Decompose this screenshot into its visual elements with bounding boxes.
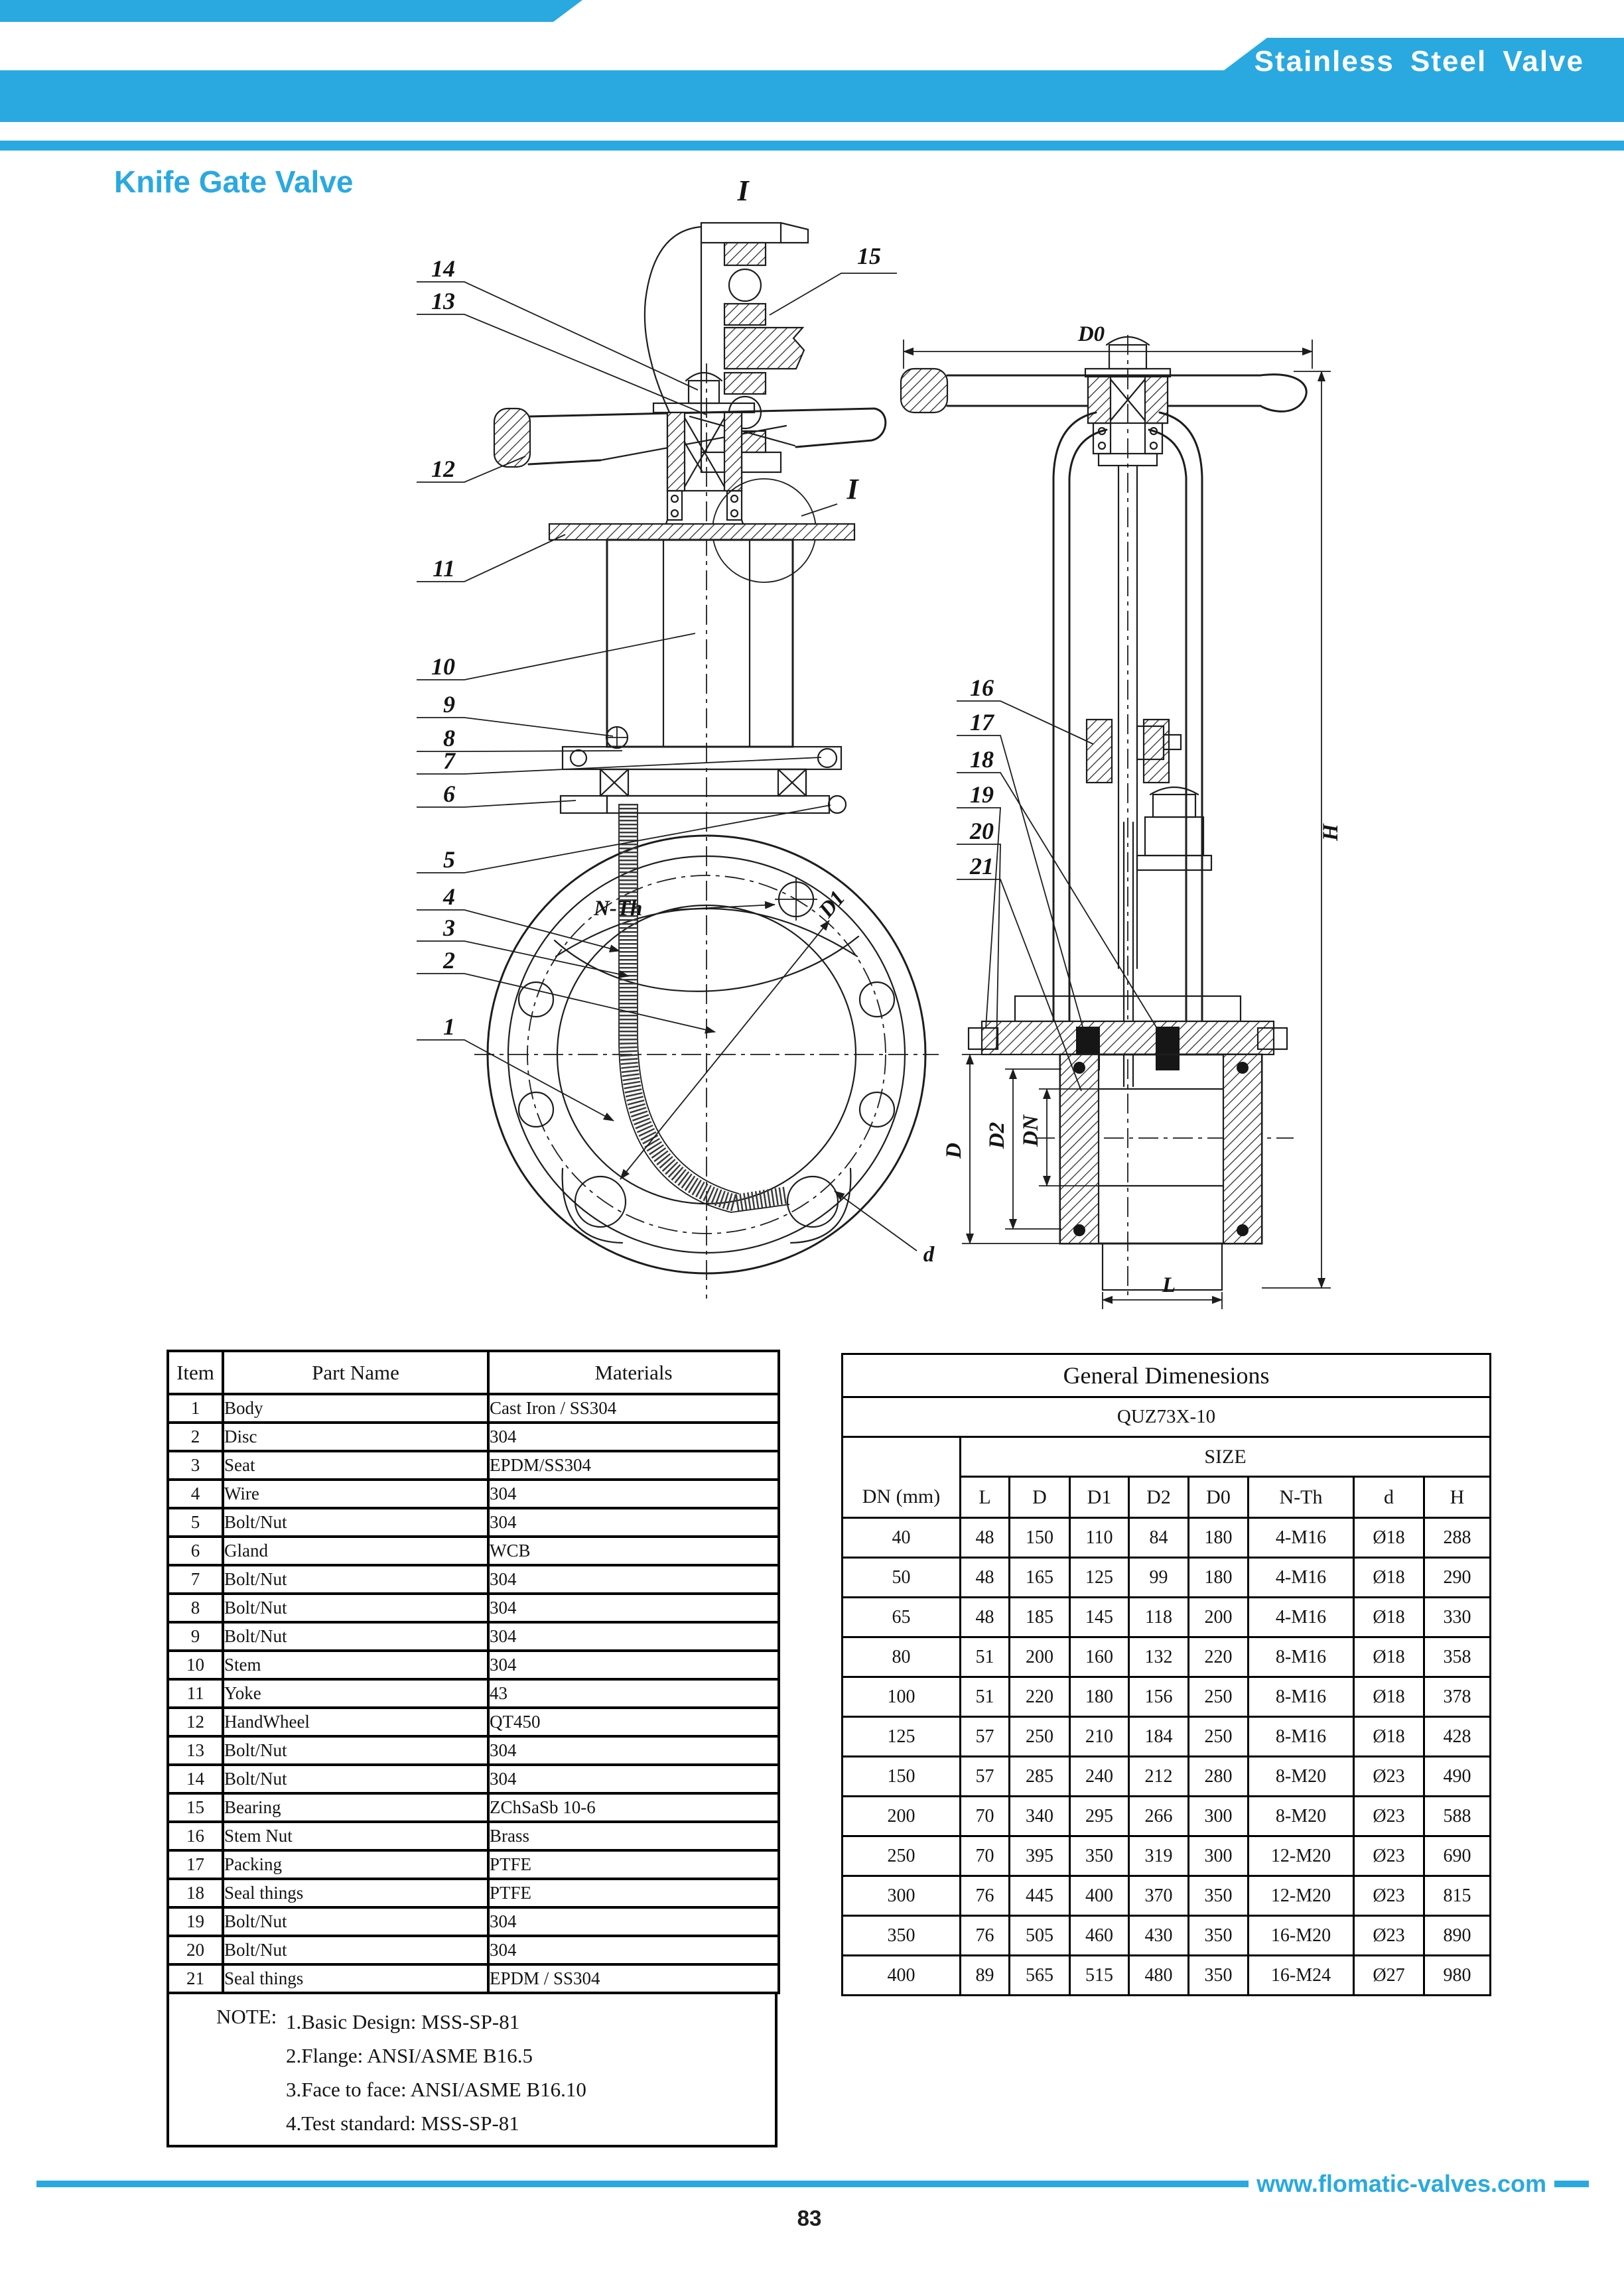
cell: 180 <box>1070 1677 1129 1717</box>
table-row <box>168 1822 779 1850</box>
dimensions-title: General Dimenesions <box>843 1354 1491 1397</box>
note-line: 4.Test standard: MSS-SP-81 <box>286 2112 519 2135</box>
cell: PTFE <box>488 1850 779 1879</box>
cell: 515 <box>1070 1956 1129 1996</box>
table-row <box>843 1598 1491 1637</box>
callout-13: 13 <box>431 288 455 314</box>
header-cell: Item <box>168 1351 223 1394</box>
cell: Bearing <box>223 1793 488 1822</box>
cell: Bolt/Nut <box>223 1936 488 1964</box>
cell: 304 <box>488 1508 779 1537</box>
cell: 100 <box>843 1677 961 1717</box>
cell: 430 <box>1129 1916 1189 1956</box>
cell: 89 <box>961 1956 1010 1996</box>
callout-17: 17 <box>970 709 994 735</box>
cell: 480 <box>1129 1956 1189 1996</box>
table-row <box>843 1956 1491 1996</box>
table-row <box>168 1651 779 1679</box>
header-cell: D2 <box>1129 1477 1189 1518</box>
cell: 150 <box>843 1757 961 1797</box>
table-row <box>843 1637 1491 1677</box>
cell: 9 <box>168 1622 223 1651</box>
cell: 76 <box>961 1916 1010 1956</box>
cell: 48 <box>961 1518 1010 1558</box>
table-row <box>843 1836 1491 1876</box>
cell: 12-M20 <box>1249 1836 1354 1876</box>
callout-16: 16 <box>970 674 994 701</box>
table-row <box>843 1677 1491 1717</box>
callout-15: 15 <box>857 243 881 269</box>
cell: 304 <box>488 1565 779 1594</box>
cell: 125 <box>1070 1558 1129 1598</box>
cell: EPDM/SS304 <box>488 1451 779 1480</box>
cell: 16 <box>168 1822 223 1850</box>
cell: PTFE <box>488 1879 779 1907</box>
table-row <box>168 1765 779 1793</box>
cell: 4-M16 <box>1249 1518 1354 1558</box>
cell: Wire <box>223 1480 488 1508</box>
cell: Disc <box>223 1423 488 1451</box>
cell: 12-M20 <box>1249 1876 1354 1916</box>
cell: 300 <box>1189 1797 1249 1836</box>
cell: 51 <box>961 1677 1010 1717</box>
cell: Ø18 <box>1354 1677 1424 1717</box>
cell: 815 <box>1424 1876 1491 1916</box>
cell: 588 <box>1424 1797 1491 1836</box>
cell: 80 <box>843 1637 961 1677</box>
cell: 19 <box>168 1907 223 1936</box>
cell: 350 <box>1189 1956 1249 1996</box>
table-row <box>843 1757 1491 1797</box>
cell: 220 <box>1189 1637 1249 1677</box>
table-row <box>168 1537 779 1565</box>
gland-front <box>561 747 846 813</box>
cell: 200 <box>843 1797 961 1836</box>
cell: 48 <box>961 1558 1010 1598</box>
cell: Body <box>223 1394 488 1423</box>
cell: 280 <box>1189 1757 1249 1797</box>
callout-19: 19 <box>970 781 994 808</box>
cell: 70 <box>961 1836 1010 1876</box>
dim-label-d-small: d <box>923 1243 935 1267</box>
cell: 17 <box>168 1850 223 1879</box>
table-row <box>168 1879 779 1907</box>
cell: 350 <box>1070 1836 1129 1876</box>
cell: 350 <box>843 1916 961 1956</box>
cell: 21 <box>168 1964 223 1993</box>
cell: 8-M20 <box>1249 1797 1354 1836</box>
cell: 304 <box>488 1480 779 1508</box>
cell: 288 <box>1424 1518 1491 1558</box>
cell: 304 <box>488 1736 779 1765</box>
cell: Seat <box>223 1451 488 1480</box>
cell: 84 <box>1129 1518 1189 1558</box>
cell: 2 <box>168 1423 223 1451</box>
callout-21: 21 <box>970 853 994 879</box>
page-number: 83 <box>797 2206 822 2230</box>
cell: 319 <box>1129 1836 1189 1876</box>
callout-9: 9 <box>443 691 455 718</box>
cell: Bolt/Nut <box>223 1765 488 1793</box>
header-cell: L <box>961 1477 1010 1518</box>
cell: 43 <box>488 1679 779 1708</box>
callout-4: 4 <box>443 883 455 910</box>
dim-label-nth: N-Th <box>594 897 643 921</box>
callout-6: 6 <box>443 781 455 807</box>
cell: Ø18 <box>1354 1558 1424 1598</box>
table-model-row <box>843 1397 1491 1437</box>
cell: 300 <box>1189 1836 1249 1876</box>
header-cell: H <box>1424 1477 1491 1518</box>
cell: Yoke <box>223 1679 488 1708</box>
cell: Gland <box>223 1537 488 1565</box>
header-cell: D <box>1010 1477 1070 1518</box>
table-row <box>168 1565 779 1594</box>
dim-label-dn: DN <box>1019 1115 1043 1147</box>
cell: 285 <box>1010 1757 1070 1797</box>
handwheel-side <box>901 337 1306 466</box>
cell: 565 <box>1010 1956 1070 1996</box>
cell: Ø27 <box>1354 1956 1424 1996</box>
cell: 200 <box>1189 1598 1249 1637</box>
footer-rule-left <box>36 2181 1249 2187</box>
cell: 290 <box>1424 1558 1491 1598</box>
cell: Bolt/Nut <box>223 1594 488 1622</box>
cell: 980 <box>1424 1956 1491 1996</box>
callout-14: 14 <box>431 255 455 282</box>
cell: 18 <box>168 1879 223 1907</box>
cell: 50 <box>843 1558 961 1598</box>
technical-drawing <box>372 172 1367 1333</box>
cell: Ø23 <box>1354 1876 1424 1916</box>
note-line: 2.Flange: ANSI/ASME B16.5 <box>286 2044 533 2067</box>
cell: 212 <box>1129 1757 1189 1797</box>
cell: 304 <box>488 1594 779 1622</box>
page-title: Knife Gate Valve <box>114 164 354 199</box>
cell: 304 <box>488 1936 779 1964</box>
cell: Bolt/Nut <box>223 1565 488 1594</box>
header-cell: N-Th <box>1249 1477 1354 1518</box>
header-cell: d <box>1354 1477 1424 1518</box>
callout-18: 18 <box>970 746 994 773</box>
table-row <box>843 1916 1491 1956</box>
cell: 184 <box>1129 1717 1189 1757</box>
cell: 57 <box>961 1717 1010 1757</box>
cell: 12 <box>168 1708 223 1736</box>
table-row <box>843 1717 1491 1757</box>
note-line: 1.Basic Design: MSS-SP-81 <box>286 2010 520 2033</box>
cell: Ø23 <box>1354 1797 1424 1836</box>
cell: 340 <box>1010 1797 1070 1836</box>
cell: 4-M16 <box>1249 1598 1354 1637</box>
cell: 8-M16 <box>1249 1637 1354 1677</box>
table-header-row <box>168 1351 779 1394</box>
table-row <box>168 1508 779 1537</box>
callout-20: 20 <box>970 818 994 844</box>
cell: 295 <box>1070 1797 1129 1836</box>
cell: 10 <box>168 1651 223 1679</box>
cell: Bolt/Nut <box>223 1508 488 1537</box>
header-cell: D0 <box>1189 1477 1249 1518</box>
note-label: NOTE: <box>216 2005 277 2028</box>
cell: 400 <box>843 1956 961 1996</box>
cell: 110 <box>1070 1518 1129 1558</box>
dim-label-d-big: D <box>942 1143 966 1159</box>
callout-1: 1 <box>443 1013 455 1040</box>
cell: 11 <box>168 1679 223 1708</box>
cell: 330 <box>1424 1598 1491 1637</box>
header-banner-title: Stainless Steel Valve <box>1254 45 1584 78</box>
cell: 132 <box>1129 1637 1189 1677</box>
cell: 48 <box>961 1598 1010 1637</box>
callout-12: 12 <box>431 456 455 482</box>
cell: Stem <box>223 1651 488 1679</box>
cell: 51 <box>961 1637 1010 1677</box>
model-code: QUZ73X-10 <box>843 1397 1491 1437</box>
detail-ref-label: I <box>846 473 858 505</box>
callout-8: 8 <box>443 725 455 751</box>
cell: Bolt/Nut <box>223 1622 488 1651</box>
cell: 16-M20 <box>1249 1916 1354 1956</box>
header-cell: Materials <box>488 1351 779 1394</box>
cell: 180 <box>1189 1558 1249 1598</box>
dim-label-d0: D0 <box>1077 322 1105 346</box>
cell: 304 <box>488 1423 779 1451</box>
callout-10: 10 <box>431 653 455 680</box>
detail-view-label: I <box>737 174 749 207</box>
cell: 57 <box>961 1757 1010 1797</box>
dim-label-d2: D2 <box>985 1121 1009 1149</box>
cell: Ø23 <box>1354 1757 1424 1797</box>
cell: Brass <box>488 1822 779 1850</box>
cell: 16-M24 <box>1249 1956 1354 1996</box>
callout-2: 2 <box>443 947 455 974</box>
cell-empty <box>843 1437 961 1477</box>
cell: 350 <box>1189 1876 1249 1916</box>
table-row <box>843 1518 1491 1558</box>
dim-label-l: L <box>1162 1273 1176 1297</box>
cell: 160 <box>1070 1637 1129 1677</box>
cell: 445 <box>1010 1876 1070 1916</box>
footer <box>36 2170 1589 2198</box>
cell: 6 <box>168 1537 223 1565</box>
table-header-row <box>843 1477 1491 1518</box>
cell: 145 <box>1070 1598 1129 1637</box>
cell: 150 <box>1010 1518 1070 1558</box>
table-row <box>168 1451 779 1480</box>
cell: 490 <box>1424 1757 1491 1797</box>
cell: 4-M16 <box>1249 1558 1354 1598</box>
cell: 240 <box>1070 1757 1129 1797</box>
cell: 300 <box>843 1876 961 1916</box>
header-thin-strip <box>0 141 1624 151</box>
callout-3: 3 <box>443 915 455 941</box>
cell: Ø18 <box>1354 1717 1424 1757</box>
cell: 1 <box>168 1394 223 1423</box>
cell: Bolt/Nut <box>223 1907 488 1936</box>
callout-11: 11 <box>432 555 455 582</box>
cell: 5 <box>168 1508 223 1537</box>
size-label: SIZE <box>961 1437 1491 1477</box>
cell: 99 <box>1129 1558 1189 1598</box>
cell: 395 <box>1010 1836 1070 1876</box>
header-cell: Part Name <box>223 1351 488 1394</box>
dim-label-d1: D1 <box>814 886 850 923</box>
cell: 890 <box>1424 1916 1491 1956</box>
table-row <box>168 1964 779 1993</box>
cell: 65 <box>843 1598 961 1637</box>
cell: Stem Nut <box>223 1822 488 1850</box>
cell: 400 <box>1070 1876 1129 1916</box>
cell: 304 <box>488 1907 779 1936</box>
cell: 690 <box>1424 1836 1491 1876</box>
table-row <box>168 1423 779 1451</box>
cell: WCB <box>488 1537 779 1565</box>
cell: 14 <box>168 1765 223 1793</box>
cell: 76 <box>961 1876 1010 1916</box>
cell: 165 <box>1010 1558 1070 1598</box>
front-view <box>417 255 939 1299</box>
cell: EPDM / SS304 <box>488 1964 779 1993</box>
table-row <box>843 1876 1491 1916</box>
note-lines <box>286 2005 586 2140</box>
cell: 220 <box>1010 1677 1070 1717</box>
cell: HandWheel <box>223 1708 488 1736</box>
cell: 185 <box>1010 1598 1070 1637</box>
cell: Ø18 <box>1354 1637 1424 1677</box>
table-row <box>168 1622 779 1651</box>
cell: ZChSaSb 10-6 <box>488 1793 779 1822</box>
yoke-side <box>1053 413 1211 1086</box>
cell: 250 <box>1189 1677 1249 1717</box>
parts-table <box>167 1350 780 1994</box>
table-size-row <box>843 1437 1491 1477</box>
dim-label-h: H <box>1319 824 1343 841</box>
cell: 358 <box>1424 1637 1491 1677</box>
cell: 250 <box>1010 1717 1070 1757</box>
cell: Ø18 <box>1354 1598 1424 1637</box>
dimensions-table <box>841 1353 1491 1996</box>
parts-table-section <box>167 1350 778 2147</box>
cell: 180 <box>1189 1518 1249 1558</box>
cell: 428 <box>1424 1717 1491 1757</box>
table-row <box>168 1736 779 1765</box>
cell: 13 <box>168 1736 223 1765</box>
header-cell: D1 <box>1070 1477 1129 1518</box>
cell: Ø23 <box>1354 1916 1424 1956</box>
table-row <box>168 1594 779 1622</box>
table-row <box>168 1394 779 1423</box>
cell: 250 <box>843 1836 961 1876</box>
cell: 378 <box>1424 1677 1491 1717</box>
cell: 118 <box>1129 1598 1189 1637</box>
table-row <box>168 1480 779 1508</box>
callout-5: 5 <box>443 846 455 873</box>
cell: 156 <box>1129 1677 1189 1717</box>
footer-url: www.flomatic-valves.com <box>1256 2170 1546 2197</box>
cell: QT450 <box>488 1708 779 1736</box>
table-row <box>168 1936 779 1964</box>
side-view <box>901 322 1343 1309</box>
cell: 200 <box>1010 1637 1070 1677</box>
cell: Seal things <box>223 1879 488 1907</box>
cell: 3 <box>168 1451 223 1480</box>
cell: 266 <box>1129 1797 1189 1836</box>
cell: 210 <box>1070 1717 1129 1757</box>
table-row <box>168 1679 779 1708</box>
header-top-strip <box>0 0 582 22</box>
cell: 8-M16 <box>1249 1677 1354 1717</box>
table-row <box>168 1793 779 1822</box>
cell: Bolt/Nut <box>223 1736 488 1765</box>
cell: 304 <box>488 1622 779 1651</box>
cell: 8-M20 <box>1249 1757 1354 1797</box>
cell: Packing <box>223 1850 488 1879</box>
callout-7: 7 <box>443 747 455 774</box>
cell: 8 <box>168 1594 223 1622</box>
cell: 250 <box>1189 1717 1249 1757</box>
cell: 460 <box>1070 1916 1129 1956</box>
cell: 304 <box>488 1651 779 1679</box>
cell: 7 <box>168 1565 223 1594</box>
table-row <box>843 1797 1491 1836</box>
table-row <box>843 1558 1491 1598</box>
cell: Ø23 <box>1354 1836 1424 1876</box>
note-box <box>167 1994 778 2147</box>
cell: 20 <box>168 1936 223 1964</box>
cell: Cast Iron / SS304 <box>488 1394 779 1423</box>
valve-body-side <box>1060 1054 1262 1290</box>
table-title-row <box>843 1354 1491 1397</box>
cell: Ø18 <box>1354 1518 1424 1558</box>
cell: 125 <box>843 1717 961 1757</box>
cell: 505 <box>1010 1916 1070 1956</box>
dimensions-table-section <box>841 1353 1489 1996</box>
table-row <box>168 1907 779 1936</box>
cell: 70 <box>961 1797 1010 1836</box>
cell: 4 <box>168 1480 223 1508</box>
footer-rule-right <box>1554 2181 1589 2187</box>
cell: 304 <box>488 1765 779 1793</box>
cell: 15 <box>168 1793 223 1822</box>
cell: Seal things <box>223 1964 488 1993</box>
table-row <box>168 1850 779 1879</box>
note-line: 3.Face to face: ANSI/ASME B16.10 <box>286 2078 586 2101</box>
header-cell: DN (mm) <box>843 1477 961 1518</box>
cell: 40 <box>843 1518 961 1558</box>
cell: 8-M16 <box>1249 1717 1354 1757</box>
cell: 350 <box>1189 1916 1249 1956</box>
cell: 370 <box>1129 1876 1189 1916</box>
table-row <box>168 1708 779 1736</box>
